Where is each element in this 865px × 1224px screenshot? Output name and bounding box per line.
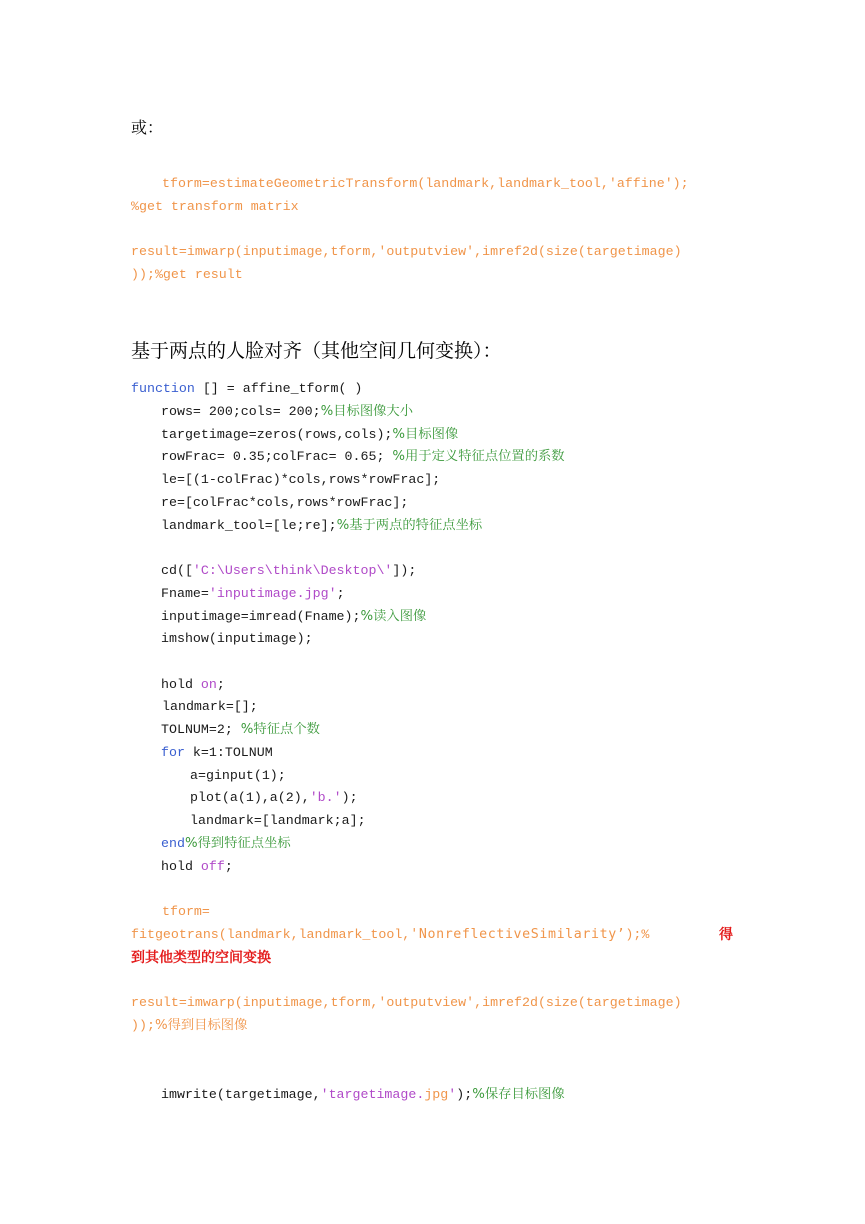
end-comment: %得到特征点坐标 — [184, 836, 291, 851]
imwarp-line-2: ));%get result — [131, 267, 243, 282]
cd-pre: cd([ — [161, 563, 193, 578]
hold-on-value: on — [200, 677, 217, 692]
tform-line: tform= — [162, 904, 210, 919]
result-line-1: result=imwarp(inputimage,tform,'outputview',imref2d(size(targetimage) — [131, 995, 682, 1010]
estimate-transform-line: tform=estimateGeometricTransform(landmark,landmark_tool,'affine'); — [162, 176, 689, 191]
rows-comment: %目标图像大小 — [320, 404, 414, 419]
ginput-line: a=ginput(1); — [190, 768, 286, 783]
tolnum-code: TOLNUM=2; — [161, 722, 241, 737]
function-line — [131, 380, 362, 398]
rows-code: rows= 200;cols= 200; — [161, 404, 321, 419]
cd-post: ]); — [392, 563, 417, 578]
fname-line — [161, 585, 345, 603]
imwrite-line — [161, 1086, 565, 1104]
targetimage-line — [161, 426, 458, 444]
fname-string: 'inputimage.jpg' — [208, 586, 337, 601]
cd-line — [161, 562, 416, 580]
re-line: re=[colFrac*cols,rows*rowFrac]; — [161, 495, 409, 510]
end-keyword: end — [161, 836, 185, 851]
hold-off-line — [161, 858, 233, 876]
hold-off-keyword: hold — [161, 859, 201, 874]
rowfrac-line — [161, 448, 565, 466]
landmark-tool-code: landmark_tool=[le;re]; — [161, 518, 337, 533]
targetimage-comment: %目标图像 — [392, 427, 459, 442]
targetimage-code: targetimage=zeros(rows,cols); — [161, 427, 393, 442]
plot-post: ); — [341, 790, 358, 805]
landmark-init-line: landmark=[]; — [162, 699, 258, 714]
plot-string: 'b.' — [309, 790, 342, 805]
function-signature: [] = affine_tform( ) — [194, 381, 363, 396]
plot-line — [190, 789, 358, 807]
fitgeotrans-line — [131, 926, 649, 944]
result-line-2-code: )); — [131, 1018, 155, 1033]
imwrite-comment: %保存目标图像 — [472, 1087, 565, 1102]
end-line — [161, 835, 291, 853]
fitgeotrans-comment-rest: 到其他类型的空间变换 — [131, 950, 271, 966]
fitgeotrans-comment-start: 得 — [719, 927, 733, 943]
le-line: le=[(1-colFrac)*cols,rows*rowFrac]; — [161, 472, 441, 487]
imwrite-pre: imwrite(targetimage, — [161, 1087, 321, 1102]
fitgeotrans-string: 'NonreflectiveSimilarity’ — [410, 927, 626, 942]
imwrite-string-c: ' — [448, 1087, 457, 1102]
plot-pre: plot(a(1),a(2), — [190, 790, 310, 805]
imread-line — [161, 608, 426, 626]
fitgeotrans-post: );% — [625, 927, 650, 942]
result-line-2-comment: %得到目标图像 — [154, 1018, 248, 1033]
hold-on-line — [161, 676, 225, 694]
cd-string: 'C:\Users\think\Desktop\' — [192, 563, 393, 578]
function-keyword: function — [131, 381, 195, 396]
imread-comment: %读入图像 — [360, 609, 427, 624]
imwarp-line-1: result=imwarp(inputimage,tform,'outputview',imref2d(size(targetimage) — [131, 244, 682, 259]
for-line — [161, 744, 273, 762]
result-line-2 — [131, 1017, 247, 1035]
estimate-transform-comment: %get transform matrix — [131, 199, 299, 214]
imwrite-string-b: jpg — [424, 1087, 449, 1102]
for-range: k=1:TOLNUM — [184, 745, 273, 760]
for-keyword: for — [161, 745, 185, 760]
landmark-tool-line — [161, 517, 482, 535]
hold-keyword: hold — [161, 677, 201, 692]
landmark-tool-comment: %基于两点的特征点坐标 — [336, 518, 483, 533]
imwrite-string-a: 'targetimage. — [320, 1087, 425, 1102]
hold-off-value: off — [200, 859, 225, 874]
fname-post: ; — [336, 586, 345, 601]
rowfrac-comment: %用于定义特征点位置的系数 — [392, 449, 565, 464]
section-heading: 基于两点的人脸对齐（其他空间几何变换）： — [131, 340, 502, 362]
fname-pre: Fname= — [161, 586, 209, 601]
hold-off-semi: ; — [224, 859, 233, 874]
tolnum-comment: %特征点个数 — [240, 722, 320, 737]
tolnum-line — [161, 721, 320, 739]
imread-code: inputimage=imread(Fname); — [161, 609, 361, 624]
hold-on-semi: ; — [216, 677, 225, 692]
imshow-line: imshow(inputimage); — [161, 631, 313, 646]
landmark-append-line: landmark=[landmark;a]; — [190, 813, 366, 828]
rowfrac-code: rowFrac= 0.35;colFrac= 0.65; — [161, 449, 393, 464]
fitgeotrans-code: fitgeotrans(landmark,landmark_tool, — [131, 927, 411, 942]
or-label: 或： — [131, 118, 164, 137]
imwrite-post: ); — [456, 1087, 473, 1102]
rows-line — [161, 403, 413, 421]
